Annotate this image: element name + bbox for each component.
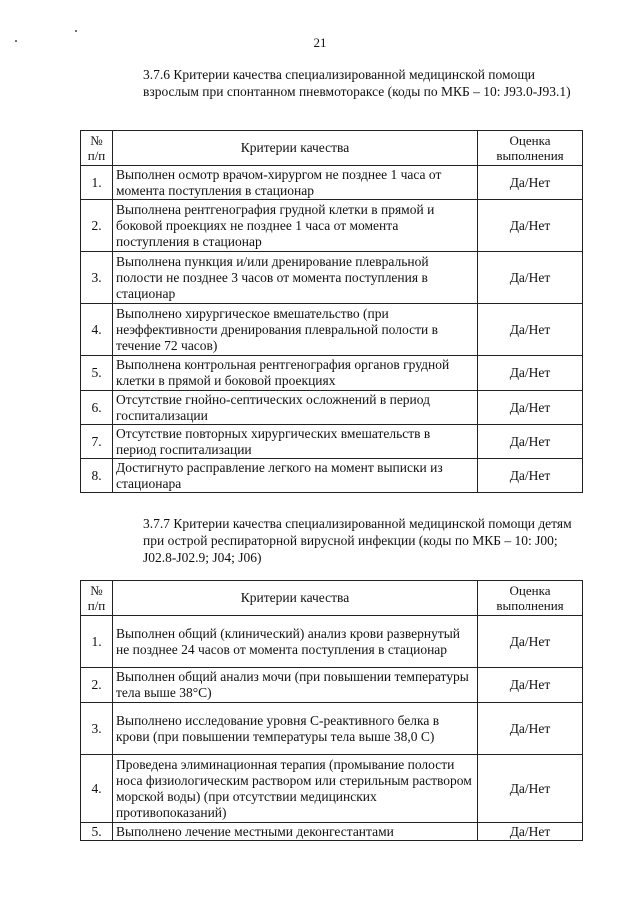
row-num: 4.	[81, 304, 113, 356]
table-row	[81, 616, 583, 668]
row-eval: Да/Нет	[478, 166, 583, 200]
row-num: 5.	[81, 823, 113, 841]
row-num: 6.	[81, 391, 113, 425]
row-criteria: Выполнено лечение местными деконгестантами	[113, 823, 478, 841]
row-criteria: Выполнена рентгенография грудной клетки в прямой и боковой проекциях не позднее 1 часа от момента поступления в стационар	[113, 200, 478, 252]
row-eval: Да/Нет	[478, 668, 583, 703]
row-num: 7.	[81, 425, 113, 459]
row-eval: Да/Нет	[478, 755, 583, 823]
row-eval: Да/Нет	[478, 425, 583, 459]
row-criteria: Выполнено хирургическое вмешательство (при неэффективности дренирования плевральной полости в течение 72 часов)	[113, 304, 478, 356]
row-eval: Да/Нет	[478, 356, 583, 391]
row-criteria: Проведена элиминационная терапия (промывание полости носа физиологическим раствором или стерильным раствором морской воды) (при отсутствии медицинских противопоказаний)	[113, 755, 478, 823]
table-row	[81, 703, 583, 755]
criteria-table-children-arvi	[80, 580, 583, 841]
row-criteria: Отсутствие повторных хирургических вмешательств в период госпитализации	[113, 425, 478, 459]
row-num: 5.	[81, 356, 113, 391]
table-row	[81, 668, 583, 703]
scan-speck	[75, 30, 77, 32]
row-criteria: Выполнен общий анализ мочи (при повышении температуры тела выше 38°С)	[113, 668, 478, 703]
row-eval: Да/Нет	[478, 391, 583, 425]
row-num: 2.	[81, 200, 113, 252]
header-criteria: Критерии качества	[113, 131, 478, 166]
table-row	[81, 823, 583, 841]
header-eval: Оценка выполнения	[478, 581, 583, 616]
header-num: № п/п	[81, 131, 113, 166]
section-title-adult-pneumothorax: 3.7.6 Критерии качества специализированной медицинской помощи взрослым при спонтанном пневмотораксе (коды по МКБ – 10: J93.0-J93.1)	[143, 67, 571, 99]
criteria-table-adult-pneumothorax	[80, 130, 583, 493]
row-eval: Да/Нет	[478, 823, 583, 841]
row-eval: Да/Нет	[478, 304, 583, 356]
row-eval: Да/Нет	[478, 459, 583, 493]
row-num: 8.	[81, 459, 113, 493]
row-eval: Да/Нет	[478, 703, 583, 755]
row-criteria: Отсутствие гнойно-септических осложнений в период госпитализации	[113, 391, 478, 425]
table-row	[81, 304, 583, 356]
table-row	[81, 166, 583, 200]
row-num: 1.	[81, 166, 113, 200]
table-row	[81, 459, 583, 493]
table-header-row	[81, 131, 583, 166]
table-row	[81, 252, 583, 304]
row-num: 2.	[81, 668, 113, 703]
header-eval: Оценка выполнения	[478, 131, 583, 166]
header-criteria: Критерии качества	[113, 581, 478, 616]
row-eval: Да/Нет	[478, 200, 583, 252]
page-number: 21	[313, 35, 327, 50]
table-row	[81, 391, 583, 425]
row-criteria: Выполнен осмотр врачом-хирургом не позднее 1 часа от момента поступления в стационар	[113, 166, 478, 200]
row-eval: Да/Нет	[478, 252, 583, 304]
row-num: 3.	[81, 703, 113, 755]
section-title-children-arvi: 3.7.7 Критерии качества специализированной медицинской помощи детям при острой респираторной вирусной инфекции (коды по МКБ – 10: J00; J02.8-J02.9; J04; J06)	[143, 516, 572, 565]
row-criteria: Выполнено исследование уровня С-реактивного белка в крови (при повышении температуры тела выше 38,0 С)	[113, 703, 478, 755]
table-header-row	[81, 581, 583, 616]
row-criteria: Достигнуто расправление легкого на момент выписки из стационара	[113, 459, 478, 493]
row-criteria: Выполнена контрольная рентгенография органов грудной клетки в прямой и боковой проекциях	[113, 356, 478, 391]
row-criteria: Выполнен общий (клинический) анализ крови развернутый не позднее 24 часов от момента поступления в стационар	[113, 616, 478, 668]
row-num: 4.	[81, 755, 113, 823]
row-num: 1.	[81, 616, 113, 668]
row-eval: Да/Нет	[478, 616, 583, 668]
header-num: № п/п	[81, 581, 113, 616]
table-row	[81, 356, 583, 391]
table-row	[81, 425, 583, 459]
row-num: 3.	[81, 252, 113, 304]
row-criteria: Выполнена пункция и/или дренирование плевральной полости не позднее 3 часов от момента поступления в стационар	[113, 252, 478, 304]
table-row	[81, 755, 583, 823]
table-row	[81, 200, 583, 252]
